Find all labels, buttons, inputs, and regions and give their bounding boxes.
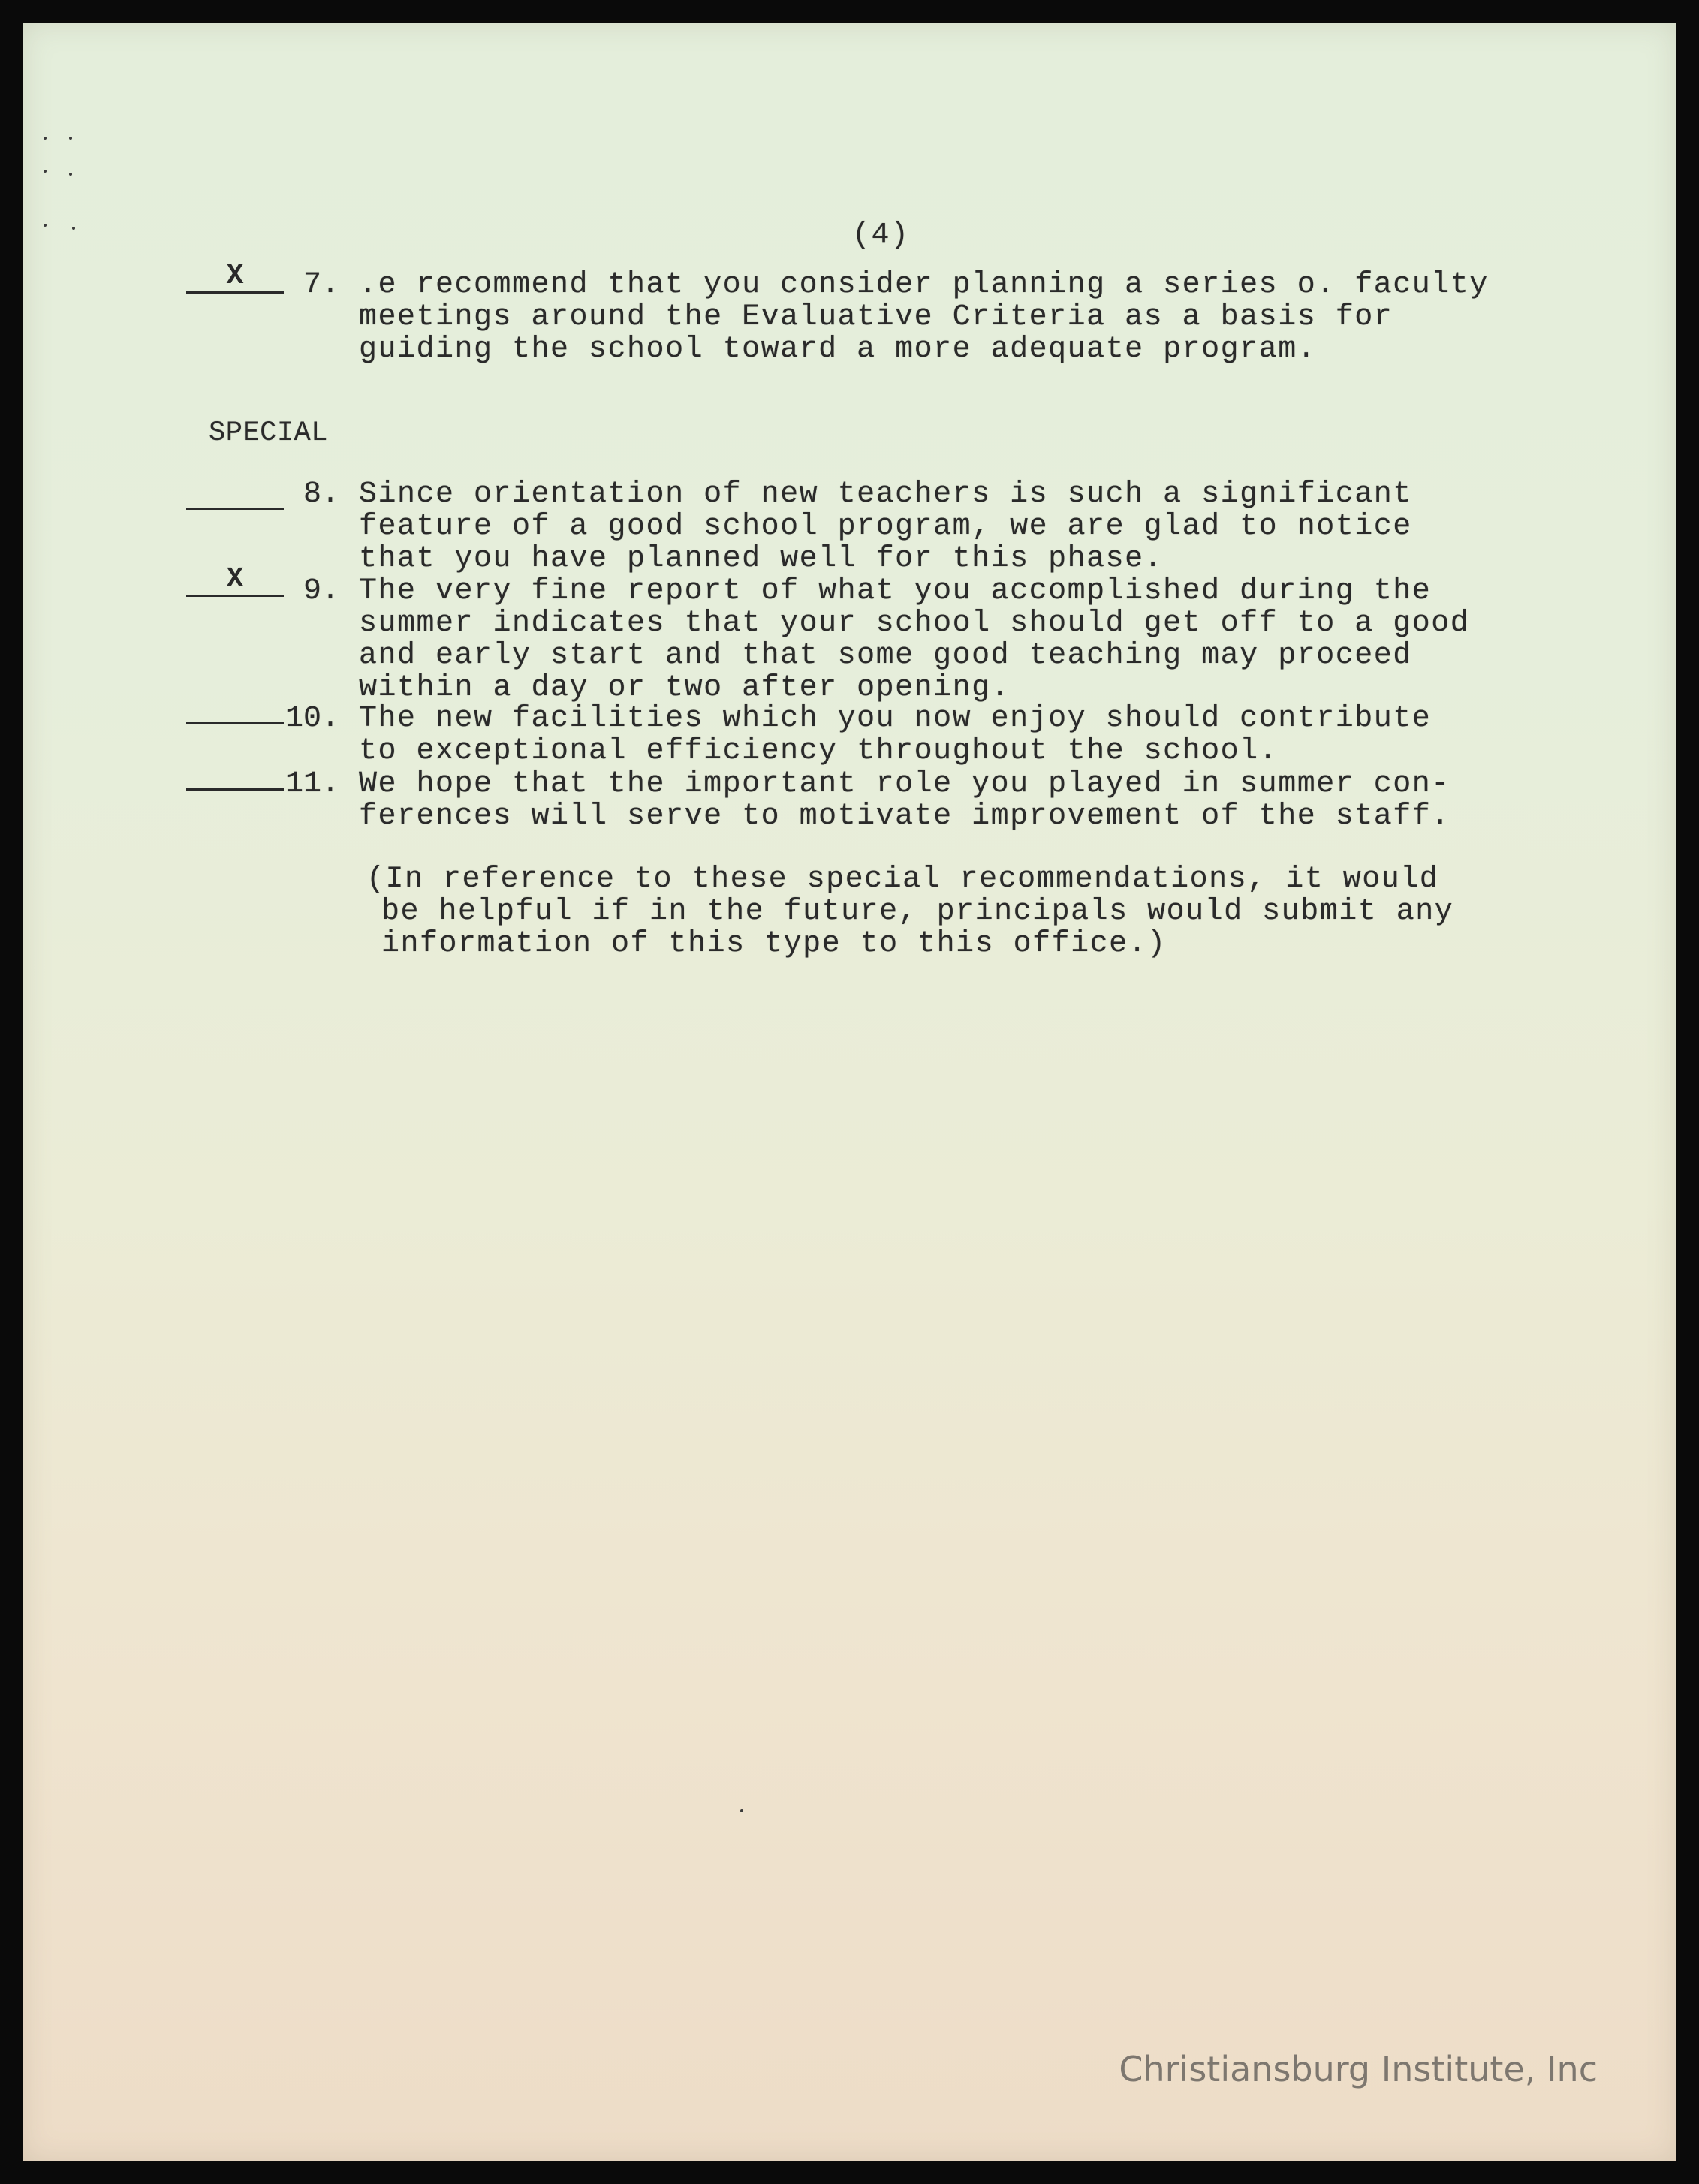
item-11-line-2: ferences will serve to motivate improvement of the staff. bbox=[359, 800, 1450, 833]
item-9-line-4: within a day or two after opening. bbox=[359, 671, 1011, 705]
item-7-line-1: .e recommend that you consider planning a series o. faculty bbox=[359, 268, 1489, 302]
document-page bbox=[23, 23, 1676, 2161]
check-blank-9 bbox=[186, 563, 284, 597]
item-number: 7. bbox=[303, 268, 340, 302]
item-8-line-3: that you have planned well for this phase. bbox=[359, 542, 1164, 576]
item-10-line-1: The new facilities which you now enjoy should contribute bbox=[359, 702, 1432, 736]
check-blank-11 bbox=[186, 788, 284, 791]
scan-speck bbox=[44, 137, 47, 140]
check-mark-x: X bbox=[226, 563, 244, 595]
item-9-line-3: and early start and that some good teaching may proceed bbox=[359, 639, 1412, 673]
section-heading: SPECIAL bbox=[209, 417, 328, 449]
scan-speck bbox=[69, 173, 72, 176]
scan-speck bbox=[72, 227, 75, 230]
note-line-3: information of this type to this office.) bbox=[381, 927, 1167, 961]
item-8-line-2: feature of a good school program, we are glad to notice bbox=[359, 510, 1412, 544]
scan-speck bbox=[740, 1809, 743, 1812]
scan-speck bbox=[44, 170, 47, 173]
item-number: 11. bbox=[285, 767, 340, 801]
item-9-line-1: The very fine report of what you accomplished during the bbox=[359, 574, 1432, 608]
item-7-line-3: guiding the school toward a more adequate program. bbox=[359, 333, 1317, 366]
item-11-line-1: We hope that the important role you played in summer con- bbox=[359, 767, 1450, 801]
note-line-1: (In reference to these special recommendations, it would bbox=[366, 863, 1439, 896]
watermark-text: Christiansburg Institute, Inc bbox=[1119, 2049, 1598, 2089]
scan-speck bbox=[69, 137, 72, 140]
item-number: 8. bbox=[303, 477, 340, 511]
item-10-line-2: to exceptional efficiency throughout the school. bbox=[359, 734, 1279, 768]
item-9-line-2: summer indicates that your school should get off to a good bbox=[359, 607, 1470, 640]
item-number: 9. bbox=[303, 574, 340, 608]
note-line-2: be helpful if in the future, principals would submit any bbox=[381, 895, 1454, 929]
item-7-line-2: meetings around the Evaluative Criteria as a basis for bbox=[359, 300, 1393, 334]
item-number: 10. bbox=[285, 702, 340, 736]
page-number: (4) bbox=[852, 218, 910, 252]
scan-speck bbox=[44, 224, 47, 227]
check-blank-8 bbox=[186, 508, 284, 510]
check-blank-7 bbox=[186, 260, 284, 294]
item-8-line-1: Since orientation of new teachers is such a significant bbox=[359, 477, 1412, 511]
check-blank-10 bbox=[186, 722, 284, 724]
check-mark-x: X bbox=[226, 260, 244, 292]
